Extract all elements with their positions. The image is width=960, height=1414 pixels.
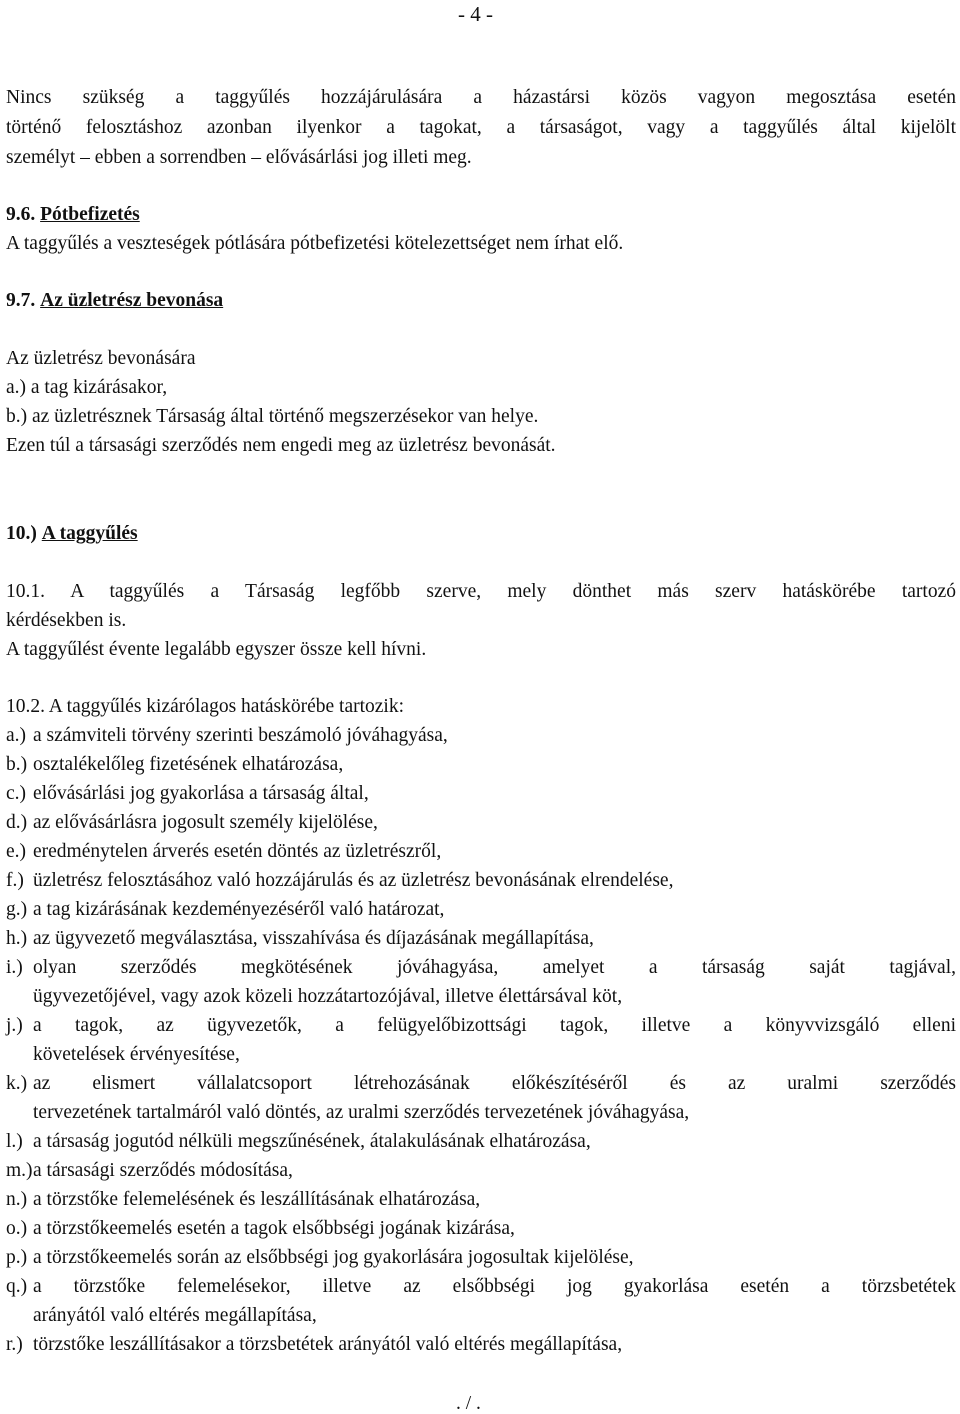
list-item-text: a számviteli törvény szerinti beszámoló jóváhagyása, — [33, 725, 448, 746]
section-9-7-title: Az üzletrész bevonása — [40, 290, 224, 311]
list-item-label: j.) — [6, 1015, 23, 1036]
list-item-text: tervezetének tartalmáról való döntés, az uralmi szerződés tervezetének jóváhagyása, — [33, 1102, 690, 1123]
list-item-text: olyan szerződés megkötésének jóváhagyása, amelyet a társaság saját tagjával, — [33, 957, 956, 978]
list-item-text: törzstőke leszállításakor a törzsbetétek arányától való eltérés megállapítása, — [33, 1334, 623, 1355]
list-item-text: követelések érvényesítése, — [33, 1044, 240, 1065]
list-item-label: i.) — [6, 957, 23, 978]
list-item-text: eredménytelen árverés esetén döntés az üzletrészről, — [33, 841, 442, 862]
section-10-1-line-3: A taggyűlést évente legalább egyszer össze kell hívni. — [6, 639, 427, 660]
list-item-text: az ügyvezető megválasztása, visszahívása és díjazásának megállapítása, — [33, 928, 594, 949]
list-item-label: f.) — [6, 870, 24, 891]
list-item-text: a törzstőkeemelés során az elsőbbségi jog gyakorlására jogosultak kijelölése, — [33, 1247, 634, 1268]
list-item-label: b.) — [6, 754, 28, 775]
list-item-label: n.) — [6, 1189, 28, 1210]
list-item-label: r.) — [6, 1334, 23, 1355]
list-item-text: a társaság jogutód nélküli megszűnésének, átalakulásának elhatározása, — [33, 1131, 591, 1152]
section-9-6-number: 9.6. — [6, 204, 36, 225]
list-item-text: arányától való eltérés megállapítása, — [33, 1305, 317, 1326]
section-10-title: A taggyűlés — [41, 523, 138, 544]
intro-line-2: történő felosztáshoz azonban ilyenkor a tagokat, a társaságot, vagy a taggyűlés által kijelölt — [6, 117, 956, 138]
list-item-text: a társasági szerződés módosítása, — [33, 1160, 293, 1181]
list-item-label: a.) — [6, 725, 27, 746]
list-item-text: a tag kizárásának kezdeményezéséről való határozat, — [33, 899, 445, 920]
list-item-label: e.) — [6, 841, 27, 862]
section-10-1-line-2: kérdésekben is. — [6, 610, 127, 631]
section-9-6-title: Pótbefizetés — [40, 204, 140, 225]
section-9-7-number: 9.7. — [6, 290, 36, 311]
list-item-text: az elismert vállalatcsoport létrehozásának előkészítéséről és az uralmi szerződés — [33, 1073, 956, 1094]
list-item-label: l.) — [6, 1131, 23, 1152]
section-10-2-intro: 10.2. A taggyűlés kizárólagos hatáskörébe tartozik: — [6, 696, 405, 717]
section-10-heading — [6, 524, 138, 544]
list-item-text: elővásárlási jog gyakorlása a társaság által, — [33, 783, 369, 804]
list-item-text: osztalékelőleg fizetésének elhatározása, — [33, 754, 344, 775]
section-9-7-outro: Ezen túl a társasági szerződés nem engedi meg az üzletrész bevonását. — [6, 435, 556, 456]
section-9-7-item-a: a.) a tag kizárásakor, — [6, 377, 168, 398]
list-item-label: o.) — [6, 1218, 28, 1239]
section-10-1-line-1: 10.1. A taggyűlés a Társaság legfőbb szerve, mely dönthet más szerv hatáskörébe tartozó — [6, 581, 956, 602]
section-10-number: 10.) — [6, 523, 37, 544]
list-item-label: h.) — [6, 928, 28, 949]
list-item-text: a törzstőke felemelésekor, illetve az elsőbbségi jog gyakorlása esetén a törzsbetétek — [33, 1276, 956, 1297]
list-item-text: ügyvezetőjével, vagy azok közeli hozzátartozójával, illetve élettársával köt, — [33, 986, 623, 1007]
section-9-6-text: A taggyűlés a veszteségek pótlására pótbefizetési kötelezettséget nem írhat elő. — [6, 233, 624, 254]
continuation-mark: . / . — [456, 1393, 481, 1414]
section-9-7-item-b: b.) az üzletrésznek Társaság által történő megszerzésekor van helye. — [6, 406, 539, 427]
list-item-label: p.) — [6, 1247, 28, 1268]
section-9-7-intro: Az üzletrész bevonására — [6, 348, 196, 369]
list-item-label: m.) — [6, 1160, 33, 1181]
page-number: - 4 - — [458, 2, 493, 26]
list-item-text: az elővásárlásra jogosult személy kijelölése, — [33, 812, 378, 833]
list-item-text: a tagok, az ügyvezetők, a felügyelőbizottsági tagok, illetve a könyvvizsgáló elleni — [33, 1015, 956, 1036]
intro-line-1: Nincs szükség a taggyűlés hozzájárulására a házastársi közös vagyon megosztása esetén — [6, 87, 956, 108]
list-item-text: a törzstőkeemelés esetén a tagok elsőbbségi jogának kizárása, — [33, 1218, 515, 1239]
list-item-label: q.) — [6, 1276, 28, 1297]
section-9-7-heading — [6, 291, 223, 311]
list-item-label: k.) — [6, 1073, 28, 1094]
section-9-6-heading — [6, 205, 140, 225]
list-item-label: d.) — [6, 812, 28, 833]
intro-line-3: személyt – ebben a sorrendben – elővásárlási jog illeti meg. — [6, 147, 472, 168]
list-item-label: c.) — [6, 783, 27, 804]
list-item-text: a törzstőke felemelésének és leszállításának elhatározása, — [33, 1189, 481, 1210]
list-item-text: üzletrész felosztásához való hozzájárulás és az üzletrész bevonásának elrendelése, — [33, 870, 674, 891]
list-item-label: g.) — [6, 899, 28, 920]
